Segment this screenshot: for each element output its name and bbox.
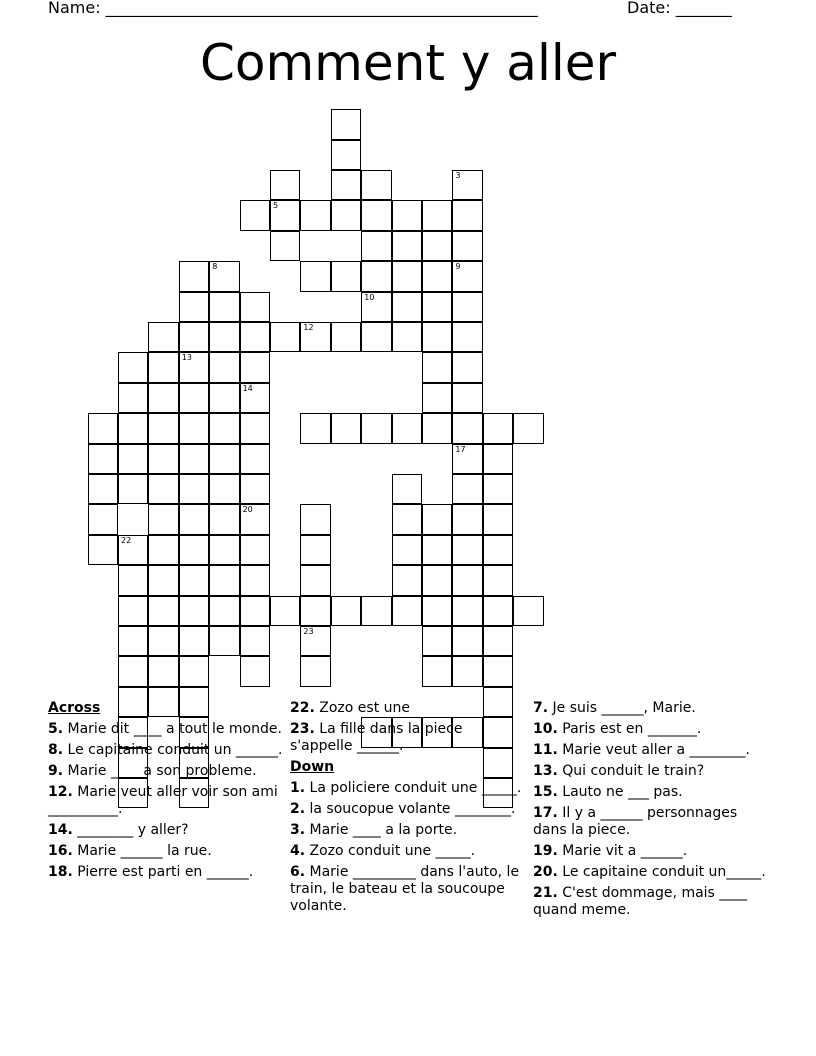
clue-number: 13. <box>533 763 558 779</box>
grid-cell[interactable] <box>240 626 270 656</box>
grid-cell[interactable] <box>270 200 300 230</box>
clue <box>290 822 528 839</box>
clue-number: 9. <box>48 763 64 779</box>
grid-cell[interactable] <box>148 656 178 686</box>
cell-number: 3 <box>455 171 461 180</box>
grid-cell[interactable] <box>179 352 209 382</box>
grid-cell[interactable] <box>422 231 452 261</box>
grid-cell[interactable] <box>361 231 391 261</box>
grid-cell[interactable] <box>88 474 118 504</box>
grid-cell[interactable] <box>392 200 422 230</box>
clue-number: 10. <box>533 721 558 737</box>
grid-cell[interactable] <box>209 322 239 352</box>
cell-number: 20 <box>242 505 253 515</box>
clue-text: Qui conduit le train? <box>557 763 705 779</box>
grid-cell[interactable] <box>179 626 209 656</box>
grid-cell[interactable] <box>422 200 452 230</box>
name-field[interactable]: Name: ______________________________________________________ <box>48 0 538 17</box>
grid-cell[interactable] <box>88 444 118 474</box>
grid-cell[interactable] <box>361 200 391 230</box>
grid-cell[interactable] <box>118 444 148 474</box>
date-field[interactable]: Date: _______ <box>627 0 732 17</box>
clue-number: 23. <box>290 721 315 737</box>
grid-cell[interactable] <box>148 383 178 413</box>
clue-number: 11. <box>533 742 558 758</box>
grid-cell[interactable] <box>452 261 482 291</box>
grid-cell[interactable] <box>240 292 270 322</box>
cell-number: 13 <box>181 353 192 363</box>
grid-cell[interactable] <box>179 413 209 443</box>
clue-text: Pierre est parti en ______. <box>72 864 254 880</box>
grid-cell[interactable] <box>209 596 239 626</box>
grid-cell[interactable] <box>300 656 330 686</box>
clue <box>533 742 771 759</box>
clue <box>290 780 528 797</box>
clue-text: Il y a ______ personnages dans la piece. <box>533 805 738 838</box>
grid-cell[interactable] <box>483 444 513 474</box>
grid-cell[interactable] <box>452 352 482 382</box>
clue-number: 2. <box>290 801 306 817</box>
cell-number: 9 <box>455 262 461 272</box>
grid-cell[interactable] <box>483 504 513 534</box>
cell-number: 8 <box>212 262 218 272</box>
clue-text: La policiere conduit une _____. <box>305 780 522 796</box>
grid-cell[interactable] <box>452 200 482 230</box>
clue-text: C'est dommage, mais ____ quand meme. <box>533 885 748 918</box>
grid-cell[interactable] <box>452 292 482 322</box>
grid-cell[interactable] <box>452 170 482 200</box>
clue-number: 18. <box>48 864 73 880</box>
grid-cell[interactable] <box>179 261 209 291</box>
grid-cell[interactable] <box>148 322 178 352</box>
grid-cell[interactable] <box>148 474 178 504</box>
grid-cell[interactable] <box>88 413 118 443</box>
grid-cell[interactable] <box>148 444 178 474</box>
grid-cell[interactable] <box>331 322 361 352</box>
grid-cell[interactable] <box>452 444 482 474</box>
grid-cell[interactable] <box>452 596 482 626</box>
grid-cell[interactable] <box>483 413 513 443</box>
grid-cell[interactable] <box>179 535 209 565</box>
clue-number: 1. <box>290 780 306 796</box>
grid-cell[interactable] <box>483 656 513 686</box>
grid-cell[interactable] <box>179 383 209 413</box>
grid-cell[interactable] <box>179 444 209 474</box>
grid-cell[interactable] <box>361 261 391 291</box>
grid-cell[interactable] <box>331 200 361 230</box>
grid-cell[interactable] <box>270 596 300 626</box>
clue <box>290 864 528 915</box>
grid-cell[interactable] <box>240 535 270 565</box>
clue <box>48 742 286 759</box>
down-heading: Down <box>290 759 335 775</box>
grid-cell[interactable] <box>240 383 270 413</box>
grid-cell[interactable] <box>118 474 148 504</box>
clue <box>290 721 528 755</box>
clue <box>48 784 286 818</box>
grid-cell[interactable] <box>179 474 209 504</box>
grid-cell[interactable] <box>331 170 361 200</box>
grid-cell[interactable] <box>361 292 391 322</box>
grid-cell[interactable] <box>483 626 513 656</box>
grid-cell[interactable] <box>392 565 422 595</box>
grid-cell[interactable] <box>240 444 270 474</box>
grid-cell[interactable] <box>422 352 452 382</box>
clue <box>533 721 771 738</box>
clue-column-3 <box>533 700 771 923</box>
grid-cell[interactable] <box>392 292 422 322</box>
clue-text: Marie ____ a la porte. <box>305 822 458 838</box>
grid-cell[interactable] <box>331 596 361 626</box>
grid-cell[interactable] <box>483 535 513 565</box>
grid-cell[interactable] <box>209 474 239 504</box>
grid-cell[interactable] <box>300 626 330 656</box>
grid-cell[interactable] <box>179 322 209 352</box>
grid-cell[interactable] <box>361 322 391 352</box>
grid-cell[interactable] <box>88 535 118 565</box>
cell-number: 23 <box>303 627 314 636</box>
grid-cell[interactable] <box>300 504 330 534</box>
clue <box>533 864 771 881</box>
clue-column-1 <box>48 700 286 885</box>
clue <box>48 763 286 780</box>
grid-cell[interactable] <box>422 596 452 626</box>
clue <box>290 700 528 717</box>
grid-cell[interactable] <box>209 626 239 656</box>
grid-cell[interactable] <box>422 535 452 565</box>
grid-cell[interactable] <box>240 200 270 230</box>
grid-cell[interactable] <box>422 261 452 291</box>
grid-cell[interactable] <box>209 504 239 534</box>
grid-cell[interactable] <box>452 322 482 352</box>
clue-text: Marie veut aller voir son ami __________. <box>48 784 278 817</box>
clue-text: Paris est en _______. <box>557 721 702 737</box>
grid-cell[interactable] <box>240 596 270 626</box>
grid-cell[interactable] <box>118 352 148 382</box>
grid-cell[interactable] <box>118 383 148 413</box>
grid-cell[interactable] <box>513 596 543 626</box>
clue-number: 8. <box>48 742 64 758</box>
grid-cell[interactable] <box>179 565 209 595</box>
clue <box>48 864 286 881</box>
grid-cell[interactable] <box>422 383 452 413</box>
clue-number: 22. <box>290 700 315 716</box>
grid-cell[interactable] <box>209 444 239 474</box>
grid-cell[interactable] <box>392 504 422 534</box>
puzzle-title: Comment y aller <box>199 34 617 92</box>
clue <box>48 843 286 860</box>
grid-cell[interactable] <box>209 261 239 291</box>
clue-text: Marie dit ____ a tout le monde. <box>63 721 282 737</box>
grid-cell[interactable] <box>300 261 330 291</box>
grid-cell[interactable] <box>361 596 391 626</box>
grid-cell[interactable] <box>392 474 422 504</box>
grid-cell[interactable] <box>270 322 300 352</box>
grid-cell[interactable] <box>118 535 148 565</box>
grid-cell[interactable] <box>422 656 452 686</box>
grid-cell[interactable] <box>240 504 270 534</box>
clue-text: Zozo conduit une _____. <box>305 843 476 859</box>
cell-number: 5 <box>273 201 279 211</box>
clue-number: 15. <box>533 784 558 800</box>
grid-cell[interactable] <box>209 565 239 595</box>
clue-text: la soucopue volante ________. <box>305 801 516 817</box>
grid-cell[interactable] <box>452 565 482 595</box>
grid-cell[interactable] <box>118 596 148 626</box>
grid-cell[interactable] <box>300 200 330 230</box>
grid-cell[interactable] <box>300 535 330 565</box>
clue-number: 21. <box>533 885 558 901</box>
grid-cell[interactable] <box>148 565 178 595</box>
grid-cell[interactable] <box>422 322 452 352</box>
grid-cell[interactable] <box>148 352 178 382</box>
grid-cell[interactable] <box>209 352 239 382</box>
grid-cell[interactable] <box>483 565 513 595</box>
grid-cell[interactable] <box>270 170 300 200</box>
clue-text: Le capitaine conduit un ______. <box>63 742 283 758</box>
grid-cell[interactable] <box>148 504 178 534</box>
grid-cell[interactable] <box>240 474 270 504</box>
grid-cell[interactable] <box>118 626 148 656</box>
grid-cell[interactable] <box>422 626 452 656</box>
grid-cell[interactable] <box>331 261 361 291</box>
clue <box>290 801 528 818</box>
grid-cell[interactable] <box>331 109 361 139</box>
grid-cell[interactable] <box>300 322 330 352</box>
clue <box>290 843 528 860</box>
grid-cell[interactable] <box>240 413 270 443</box>
grid-cell[interactable] <box>118 656 148 686</box>
grid-cell[interactable] <box>513 413 543 443</box>
clue-text: Lauto ne ___ pas. <box>557 784 683 800</box>
grid-cell[interactable] <box>452 535 482 565</box>
cell-number: 17 <box>455 444 466 454</box>
clue-text: Marie vit a ______. <box>557 843 688 859</box>
grid-cell[interactable] <box>361 170 391 200</box>
grid-cell[interactable] <box>331 140 361 170</box>
grid-cell[interactable] <box>209 292 239 322</box>
clue-number: 16. <box>48 843 73 859</box>
grid-cell[interactable] <box>240 352 270 382</box>
clue <box>533 805 771 839</box>
grid-cell[interactable] <box>240 565 270 595</box>
clue <box>48 822 286 839</box>
clue-number: 12. <box>48 784 73 800</box>
grid-cell[interactable] <box>452 656 482 686</box>
clue-text: Je suis ______, Marie. <box>548 700 696 716</box>
grid-cell[interactable] <box>483 596 513 626</box>
grid-cell[interactable] <box>452 413 482 443</box>
grid-cell[interactable] <box>422 504 452 534</box>
grid-cell[interactable] <box>270 231 300 261</box>
grid-cell[interactable] <box>392 231 422 261</box>
grid-cell[interactable] <box>240 322 270 352</box>
clue-column-2 <box>290 700 528 919</box>
clue-text: Marie ____ a son probleme. <box>63 763 257 779</box>
grid-cell[interactable] <box>422 565 452 595</box>
clue-text: La fille dans la piece s'appelle ______. <box>290 721 463 754</box>
grid-cell[interactable] <box>240 656 270 686</box>
grid-cell[interactable] <box>452 383 482 413</box>
grid-cell[interactable] <box>300 596 330 626</box>
grid-cell[interactable] <box>452 504 482 534</box>
clue-number: 3. <box>290 822 306 838</box>
grid-cell[interactable] <box>331 413 361 443</box>
grid-cell[interactable] <box>118 413 148 443</box>
clue-text: Le capitaine conduit un_____. <box>557 864 766 880</box>
cell-number: 10 <box>364 292 375 302</box>
grid-cell[interactable] <box>118 565 148 595</box>
grid-cell[interactable] <box>422 292 452 322</box>
grid-cell[interactable] <box>179 596 209 626</box>
grid-cell[interactable] <box>148 596 178 626</box>
clue <box>48 721 286 738</box>
grid-cell[interactable] <box>179 656 209 686</box>
grid-cell[interactable] <box>209 535 239 565</box>
grid-cell[interactable] <box>392 261 422 291</box>
grid-cell[interactable] <box>452 626 482 656</box>
grid-cell[interactable] <box>148 413 178 443</box>
clue <box>533 763 771 780</box>
clue-number: 6. <box>290 864 306 880</box>
across-heading: Across <box>48 700 101 716</box>
clue-number: 20. <box>533 864 558 880</box>
grid-cell[interactable] <box>361 413 391 443</box>
grid-cell[interactable] <box>300 565 330 595</box>
grid-cell[interactable] <box>392 596 422 626</box>
grid-cell[interactable] <box>88 504 118 534</box>
clue-number: 4. <box>290 843 306 859</box>
cell-number: 22 <box>121 535 132 545</box>
grid-cell[interactable] <box>483 474 513 504</box>
clue-number: 7. <box>533 700 549 716</box>
grid-cell[interactable] <box>422 413 452 443</box>
grid-cell[interactable] <box>452 231 482 261</box>
clue-number: 19. <box>533 843 558 859</box>
clue-number: 14. <box>48 822 73 838</box>
cell-number: 12 <box>303 323 314 332</box>
grid-cell[interactable] <box>300 413 330 443</box>
grid-cell[interactable] <box>209 413 239 443</box>
clue <box>533 784 771 801</box>
grid-cell[interactable] <box>209 383 239 413</box>
grid-cell[interactable] <box>148 535 178 565</box>
clue-text: Marie ______ la rue. <box>72 843 212 859</box>
clue-number: 17. <box>533 805 558 821</box>
clue-text: Marie _________ dans l'auto, le train, le bateau et la soucoupe volante. <box>290 864 520 914</box>
grid-cell[interactable] <box>179 292 209 322</box>
clue-text: Zozo est une <box>314 700 410 716</box>
grid-cell[interactable] <box>392 322 422 352</box>
grid-cell[interactable] <box>392 535 422 565</box>
clue-text: Marie veut aller a ________. <box>557 742 750 758</box>
clue-number: 5. <box>48 721 64 737</box>
clue <box>533 700 771 717</box>
grid-cell[interactable] <box>452 474 482 504</box>
cell-number: 14 <box>242 383 253 393</box>
clue <box>533 843 771 860</box>
grid-cell[interactable] <box>392 413 422 443</box>
grid-cell[interactable] <box>179 504 209 534</box>
clue-text: ________ y aller? <box>72 822 189 838</box>
clue <box>533 885 771 919</box>
grid-cell[interactable] <box>148 626 178 656</box>
